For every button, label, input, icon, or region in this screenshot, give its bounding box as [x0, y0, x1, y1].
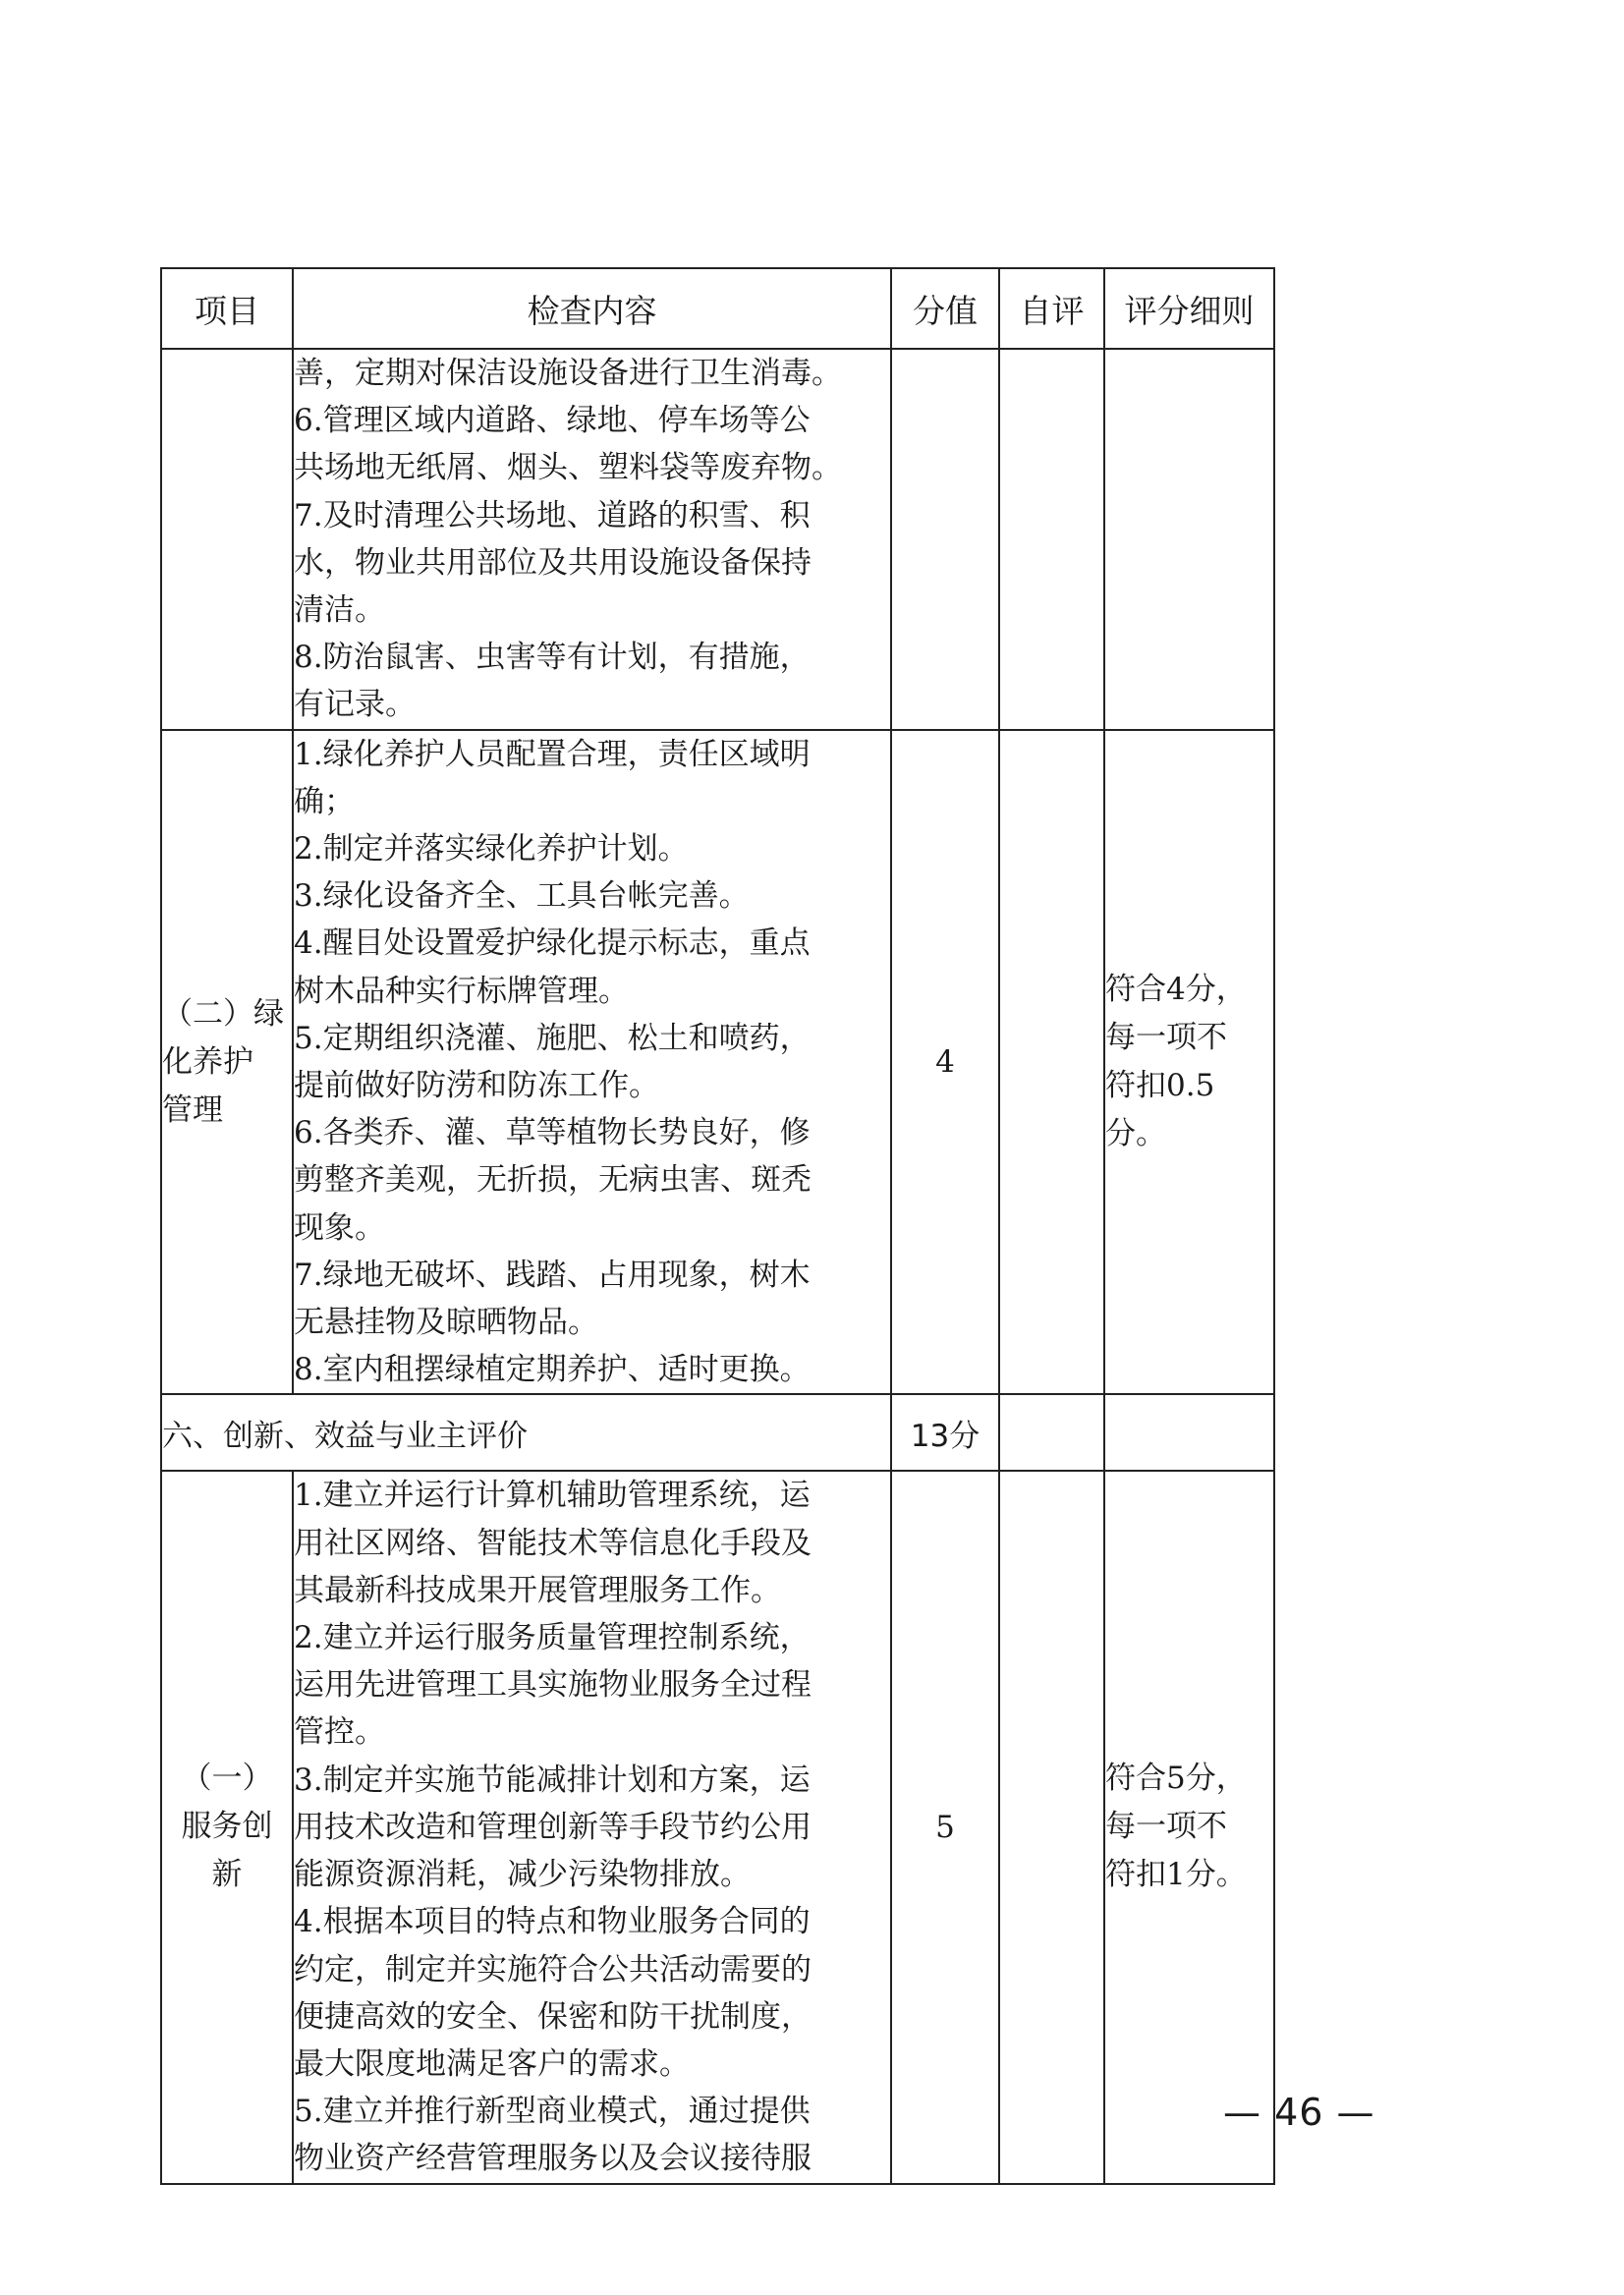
row2-content: [293, 730, 891, 1395]
content-line: 无悬挂物及晾晒物品。: [294, 1305, 598, 1341]
row3-score: 5: [891, 1471, 999, 2183]
content-line: 8.防治鼠害、虫害等有计划，有措施，: [294, 640, 811, 676]
page-number: — 46 —: [1223, 2091, 1375, 2134]
header-score: 分值: [891, 268, 999, 349]
table-row: [161, 349, 1274, 730]
content-line: 树木品种实行标牌管理。: [294, 973, 629, 1009]
row1-self-eval: [999, 349, 1104, 730]
content-line: 能源资源消耗，减少污染物排放。: [294, 1857, 751, 1893]
content-line: 8.室内租摆绿植定期养护、适时更换。: [294, 1352, 811, 1388]
content-line: 5.定期组织浇灌、施肥、松土和喷药，: [294, 1020, 811, 1056]
content-line: 6.各类乔、灌、草等植物长势良好，修: [294, 1115, 811, 1151]
header-rules: 评分细则: [1104, 268, 1274, 349]
content-line: 2.制定并落实绿化养护计划。: [294, 831, 689, 868]
content-line: 用社区网络、智能技术等信息化手段及: [294, 1525, 812, 1561]
row1-content: [293, 349, 891, 730]
row3-project: [161, 1471, 293, 2183]
content-line: 约定，制定并实施符合公共活动需要的: [294, 1951, 812, 1987]
rule-line: 符合5分，: [1105, 1761, 1247, 1797]
header-self-eval: 自评: [999, 268, 1104, 349]
row2-project: [161, 730, 293, 1395]
evaluation-table: [160, 267, 1275, 2185]
header-project: 项目: [161, 268, 293, 349]
content-line: 管控。: [294, 1714, 385, 1751]
section-score: 13分: [891, 1394, 999, 1471]
content-line: 运用先进管理工具实施物业服务全过程: [294, 1667, 812, 1704]
content-line: 3.绿化设备齐全、工具台帐完善。: [294, 878, 750, 915]
content-line: 清洁。: [294, 592, 385, 629]
content-line: 便捷高效的安全、保密和防干扰制度，: [294, 1998, 812, 2035]
project-line: 新: [211, 1857, 243, 1893]
rule-line: 分。: [1105, 1116, 1166, 1152]
row3-content: [293, 1471, 891, 2183]
content-line: 用技术改造和管理创新等手段节约公用: [294, 1809, 812, 1845]
project-line: （一）: [181, 1761, 273, 1797]
row1-rules: [1104, 349, 1274, 730]
rule-line: 符合4分，: [1105, 972, 1247, 1008]
content-line: 最大限度地满足客户的需求。: [294, 2045, 690, 2082]
content-line: 有记录。: [294, 687, 416, 723]
content-line: 确；: [294, 783, 355, 819]
content-line: 4.根据本项目的特点和物业服务合同的: [294, 1904, 811, 1940]
content-line: 7.绿地无破坏、践踏、占用现象，树木: [294, 1257, 811, 1293]
content-line: 6.管理区域内道路、绿地、停车场等公: [294, 403, 811, 439]
rule-line: 符扣0.5: [1105, 1068, 1215, 1104]
section-rules: [1104, 1394, 1274, 1471]
header-row: [161, 268, 1274, 349]
project-line: 管理: [162, 1092, 223, 1128]
project-line: 化养护: [162, 1043, 253, 1080]
content-line: 4.醒目处设置爱护绿化提示标志，重点: [294, 925, 811, 962]
rule-line: 每一项不: [1105, 1809, 1227, 1845]
content-line: 1.建立并运行计算机辅助管理系统，运: [294, 1478, 811, 1514]
rule-line: 每一项不: [1105, 1020, 1227, 1056]
row1-score: [891, 349, 999, 730]
content-line: 现象。: [294, 1209, 385, 1246]
rule-line: 符扣1分。: [1105, 1857, 1247, 1893]
row2-rules: [1104, 730, 1274, 1395]
content-line: 共场地无纸屑、烟头、塑料袋等废弃物。: [294, 450, 842, 486]
table-row: [161, 1471, 1274, 2183]
content-line: 物业资产经营管理服务以及会议接待服: [294, 2141, 812, 2177]
project-line: （二）绿: [162, 995, 284, 1032]
content-line: 提前做好防涝和防冻工作。: [294, 1068, 659, 1104]
row2-self-eval: [999, 730, 1104, 1395]
content-line: 其最新科技成果开展管理服务工作。: [294, 1572, 781, 1608]
project-line: 服务创: [181, 1809, 273, 1845]
content-line: 5.建立并推行新型商业模式，通过提供: [294, 2094, 811, 2130]
content-line: 善，定期对保洁设施设备进行卫生消毒。: [294, 356, 842, 391]
row2-score: 4: [891, 730, 999, 1395]
row1-project: [161, 349, 293, 730]
section-title: 六、创新、效益与业主评价: [161, 1394, 891, 1471]
content-line: 剪整齐美观，无折损，无病虫害、斑秃: [294, 1162, 812, 1199]
table-row: [161, 730, 1274, 1395]
row3-rules: [1104, 1471, 1274, 2183]
content-line: 1.绿化养护人员配置合理，责任区域明: [294, 736, 811, 772]
content-line: 水，物业共用部位及共用设施设备保持: [294, 544, 812, 581]
content-line: 3.制定并实施节能减排计划和方案，运: [294, 1762, 811, 1798]
content-line: 2.建立并运行服务质量管理控制系统，: [294, 1620, 811, 1656]
content-line: 7.及时清理公共场地、道路的积雪、积: [294, 497, 811, 533]
header-content: 检查内容: [293, 268, 891, 349]
section-self-eval: [999, 1394, 1104, 1471]
section-row: [161, 1394, 1274, 1471]
row3-self-eval: [999, 1471, 1104, 2183]
